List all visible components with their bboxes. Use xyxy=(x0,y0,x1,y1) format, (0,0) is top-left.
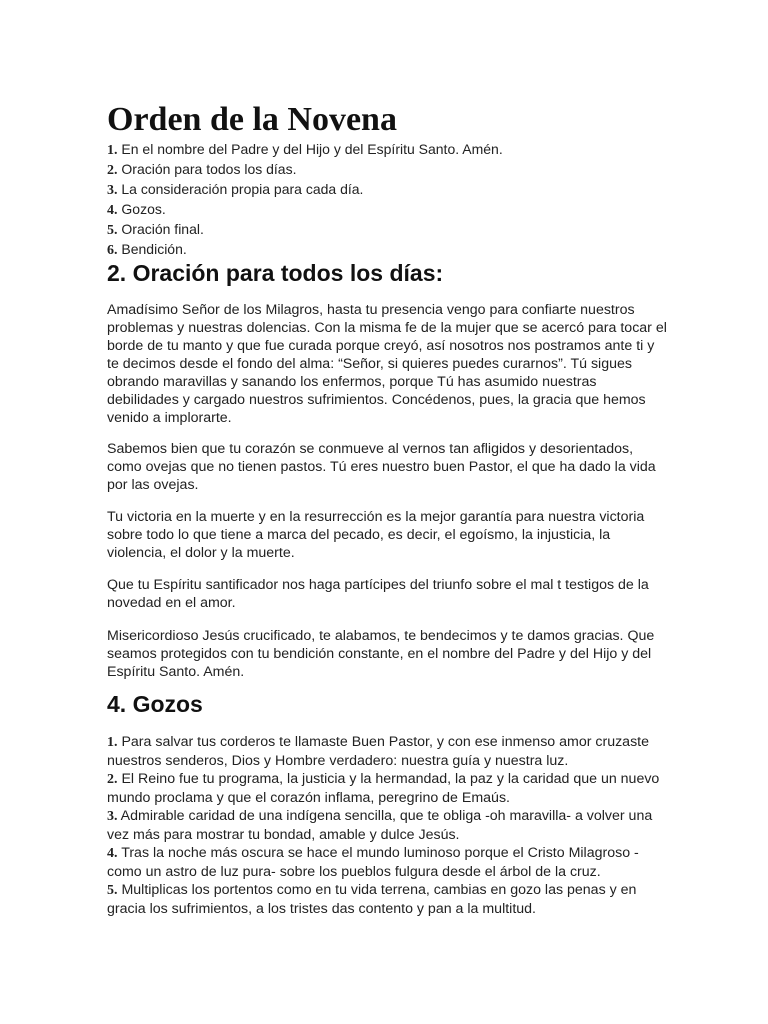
section-heading-oracion: 2. Oración para todos los días: xyxy=(107,260,444,286)
list-item-number: 5. xyxy=(107,223,118,238)
gozos-item-number: 3. xyxy=(107,809,118,824)
gozos-item xyxy=(107,733,667,770)
list-item-text: Oración final. xyxy=(121,221,204,237)
gozos-item-text: Admirable caridad de una indígena sencilla, que te obliga -oh maravilla- a volver una vez más para mostrar tu bondad, amable y dulce Jesús. xyxy=(107,808,653,843)
gozos-item xyxy=(107,807,667,844)
list-item-number: 4. xyxy=(107,203,118,218)
page-title: Orden de la Novena xyxy=(107,101,397,138)
list-item-text: Gozos. xyxy=(121,201,166,217)
list-item xyxy=(107,200,503,220)
list-item xyxy=(107,240,503,260)
gozos-item-number: 5. xyxy=(107,883,118,898)
gozos-item-text: Tras la noche más oscura se hace el mundo luminoso porque el Cristo Milagroso -como un astro de luz pura- sobre los pueblos fulgura desde el árbol de la cruz. xyxy=(107,845,639,880)
list-item-number: 1. xyxy=(107,143,118,158)
paragraph: Tu victoria en la muerte y en la resurrección es la mejor garantía para nuestra victoria sobre todo lo que tiene a marca del pecado, es decir, el egoísmo, la injusticia, la violencia, el dolor y la muerte. xyxy=(107,509,645,561)
gozos-item-text: Para salvar tus corderos te llamaste Buen Pastor, y con ese inmenso amor cruzaste nuestros senderos, Dios y Hombre verdadero: nuestra guía y nuestra luz. xyxy=(107,734,650,769)
list-item-text: Bendición. xyxy=(121,241,187,257)
list-item xyxy=(107,160,503,180)
paragraph: Misericordioso Jesús crucificado, te alabamos, te bendecimos y te damos gracias. Que seamos protegidos con tu bendición constante, en el nombre del Padre y del Hijo y del Espíritu Santo. Amén. xyxy=(107,628,655,680)
list-item-text: En el nombre del Padre y del Hijo y del Espíritu Santo. Amén. xyxy=(121,141,503,157)
gozos-item xyxy=(107,881,667,918)
paragraph: Amadísimo Señor de los Milagros, hasta tu presencia vengo para confiarte nuestros problemas y nuestras dolencias. Con la misma fe de la mujer que se acercó para tocar el borde de tu manto y que fue curada porque creyó, así nosotros nos postramos ante ti y te decimos desde el fondo del alma: “Señor, si quieres puedes curarnos”. Tú sigues obrando maravillas y sanando los enfermos, porque Tú has asumido nuestras debilidades y cargado nuestros sufrimientos. Concédenos, pues, la gracia que hemos venido a implorarte. xyxy=(107,302,667,426)
list-item xyxy=(107,220,503,240)
gozos-list xyxy=(107,733,667,918)
list-item-number: 2. xyxy=(107,163,118,178)
list-item-text: Oración para todos los días. xyxy=(121,161,297,177)
list-item-number: 6. xyxy=(107,243,118,258)
section-heading-gozos: 4. Gozos xyxy=(107,691,203,717)
order-list xyxy=(107,140,503,260)
gozos-item-text: Multiplicas los portentos como en tu vida terrena, cambias en gozo las penas y en gracia los sufrimientos, a los tristes das contento y pan a la multitud. xyxy=(107,882,637,917)
paragraph: Sabemos bien que tu corazón se conmueve al vernos tan afligidos y desorientados, como ovejas que no tienen pastos. Tú eres nuestro buen Pastor, el que ha dado la vida por las ovejas. xyxy=(107,441,656,493)
gozos-item-text: El Reino fue tu programa, la justicia y la hermandad, la paz y la caridad que un nuevo mundo proclama y que el corazón inflama, peregrino de Emaús. xyxy=(107,771,660,806)
list-item-number: 3. xyxy=(107,183,118,198)
paragraph: Que tu Espíritu santificador nos haga partícipes del triunfo sobre el mal t testigos de la novedad en el amor. xyxy=(107,577,649,611)
gozos-item-number: 2. xyxy=(107,772,118,787)
list-item-text: La consideración propia para cada día. xyxy=(121,181,364,197)
gozos-item xyxy=(107,844,667,881)
list-item xyxy=(107,140,503,160)
gozos-item-number: 4. xyxy=(107,846,118,861)
gozos-item xyxy=(107,770,667,807)
gozos-item-number: 1. xyxy=(107,735,118,750)
list-item xyxy=(107,180,503,200)
